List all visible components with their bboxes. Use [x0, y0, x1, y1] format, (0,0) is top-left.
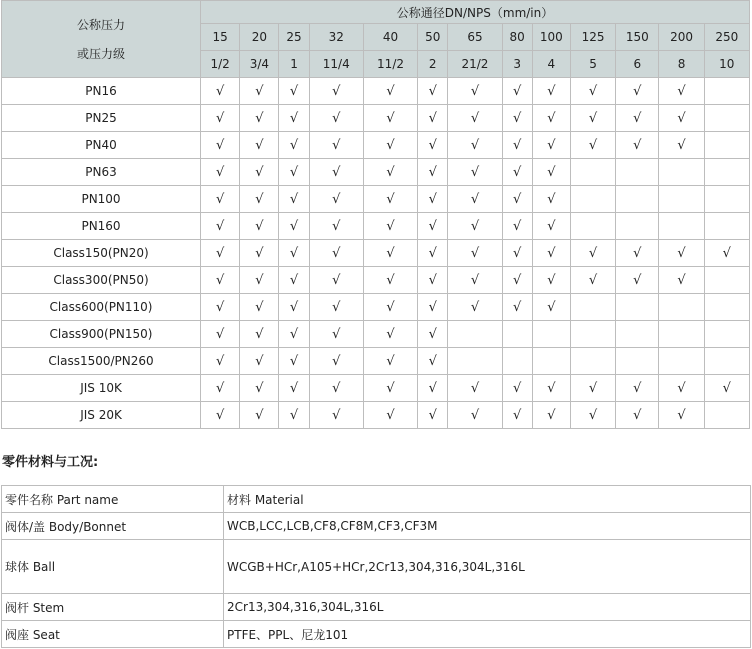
availability-cell [704, 105, 749, 132]
availability-cell: √ [418, 240, 448, 267]
availability-cell: √ [363, 213, 417, 240]
availability-cell [570, 159, 615, 186]
availability-cell: √ [201, 78, 240, 105]
availability-cell [704, 267, 749, 294]
availability-cell [616, 348, 659, 375]
availability-cell: √ [201, 105, 240, 132]
table-row [2, 159, 750, 186]
pressure-class-label: Class900(PN150) [2, 321, 201, 348]
availability-cell: √ [309, 402, 363, 429]
table-row [2, 186, 750, 213]
availability-cell [570, 348, 615, 375]
availability-cell: √ [448, 159, 502, 186]
table-row [2, 321, 750, 348]
table-row [2, 105, 750, 132]
pressure-class-label: PN100 [2, 186, 201, 213]
pressure-class-label: PN63 [2, 159, 201, 186]
availability-cell [570, 321, 615, 348]
availability-cell: √ [704, 240, 749, 267]
availability-cell: √ [279, 78, 309, 105]
availability-cell: √ [502, 132, 532, 159]
nps-header-cell: 6 [616, 51, 659, 78]
availability-cell: √ [240, 240, 279, 267]
nps-header-cell: 10 [704, 51, 749, 78]
availability-cell [704, 402, 749, 429]
availability-cell: √ [418, 402, 448, 429]
availability-cell [616, 159, 659, 186]
availability-cell [659, 348, 704, 375]
availability-cell: √ [448, 402, 502, 429]
table-row [2, 486, 751, 513]
availability-cell: √ [201, 132, 240, 159]
availability-cell [659, 294, 704, 321]
corner-label-line1: 公称压力 [77, 18, 126, 32]
availability-cell: √ [418, 294, 448, 321]
dn-header-cell: 50 [418, 24, 448, 51]
availability-cell: √ [201, 186, 240, 213]
nps-header-cell: 1/2 [201, 51, 240, 78]
availability-cell [532, 321, 570, 348]
dn-header-cell: 65 [448, 24, 502, 51]
availability-cell: √ [418, 78, 448, 105]
availability-cell: √ [659, 375, 704, 402]
availability-cell: √ [532, 159, 570, 186]
availability-cell [659, 321, 704, 348]
availability-cell: √ [363, 240, 417, 267]
availability-cell: √ [279, 402, 309, 429]
nps-header-cell: 3 [502, 51, 532, 78]
availability-cell: √ [532, 240, 570, 267]
pressure-rating-table [1, 0, 750, 429]
availability-cell: √ [201, 321, 240, 348]
availability-cell [616, 213, 659, 240]
availability-cell: √ [704, 375, 749, 402]
part-name-cell: 阀座 Seat [2, 621, 224, 648]
table-row [2, 375, 750, 402]
pressure-class-label: PN16 [2, 78, 201, 105]
dn-header-cell: 15 [201, 24, 240, 51]
availability-cell: √ [616, 375, 659, 402]
availability-cell: √ [418, 267, 448, 294]
corner-header [2, 1, 201, 78]
availability-cell: √ [279, 105, 309, 132]
availability-cell: √ [279, 213, 309, 240]
table-row [2, 621, 751, 648]
availability-cell: √ [448, 78, 502, 105]
availability-cell: √ [502, 267, 532, 294]
availability-cell: √ [448, 105, 502, 132]
availability-cell: √ [532, 402, 570, 429]
availability-cell: √ [363, 159, 417, 186]
dn-header-cell: 125 [570, 24, 615, 51]
table-row [2, 348, 750, 375]
dn-header-cell: 80 [502, 24, 532, 51]
availability-cell: √ [448, 375, 502, 402]
availability-cell: √ [570, 78, 615, 105]
availability-cell [502, 321, 532, 348]
availability-cell: √ [502, 294, 532, 321]
availability-cell: √ [570, 240, 615, 267]
availability-cell: √ [240, 159, 279, 186]
material-cell: WCGB+HCr,A105+HCr,2Cr13,304,316,304L,316L [224, 540, 751, 594]
nps-header-cell: 21/2 [448, 51, 502, 78]
availability-cell: √ [502, 186, 532, 213]
availability-cell: √ [309, 267, 363, 294]
availability-cell [570, 186, 615, 213]
availability-cell: √ [532, 132, 570, 159]
pressure-class-label: JIS 10K [2, 375, 201, 402]
dn-header-cell: 100 [532, 24, 570, 51]
availability-cell [704, 348, 749, 375]
availability-cell: √ [659, 105, 704, 132]
availability-cell: √ [363, 105, 417, 132]
section-title: 零件材料与工况: [2, 455, 99, 470]
availability-cell: √ [616, 78, 659, 105]
availability-cell: √ [418, 159, 448, 186]
nps-header-cell: 8 [659, 51, 704, 78]
pressure-class-label: PN160 [2, 213, 201, 240]
availability-cell: √ [363, 267, 417, 294]
nps-header-cell: 4 [532, 51, 570, 78]
availability-cell: √ [659, 132, 704, 159]
dn-header-cell: 25 [279, 24, 309, 51]
materials-table [1, 485, 751, 648]
availability-cell: √ [448, 240, 502, 267]
availability-cell: √ [418, 186, 448, 213]
availability-cell: √ [532, 267, 570, 294]
material-cell: WCB,LCC,LCB,CF8,CF8M,CF3,CF3M [224, 513, 751, 540]
availability-cell: √ [279, 240, 309, 267]
dn-header-cell: 40 [363, 24, 417, 51]
pressure-class-label: Class300(PN50) [2, 267, 201, 294]
availability-cell [616, 321, 659, 348]
availability-cell [704, 213, 749, 240]
availability-cell: √ [309, 348, 363, 375]
availability-cell: √ [570, 267, 615, 294]
availability-cell [616, 186, 659, 213]
availability-cell [704, 321, 749, 348]
availability-cell: √ [363, 186, 417, 213]
availability-cell [570, 213, 615, 240]
material-cell: PTFE、PPL、尼龙101 [224, 621, 751, 648]
availability-cell [704, 186, 749, 213]
availability-cell: √ [201, 159, 240, 186]
availability-cell: √ [448, 186, 502, 213]
availability-cell: √ [363, 294, 417, 321]
nps-header-cell: 11/2 [363, 51, 417, 78]
availability-cell: √ [532, 105, 570, 132]
availability-cell: √ [570, 105, 615, 132]
pressure-class-label: Class150(PN20) [2, 240, 201, 267]
availability-cell: √ [201, 213, 240, 240]
availability-cell: √ [240, 375, 279, 402]
nps-header-cell: 1 [279, 51, 309, 78]
availability-cell: √ [363, 132, 417, 159]
pressure-class-label: Class600(PN110) [2, 294, 201, 321]
availability-cell [616, 294, 659, 321]
availability-cell: √ [502, 402, 532, 429]
availability-cell: √ [309, 159, 363, 186]
pressure-class-label: PN40 [2, 132, 201, 159]
availability-cell: √ [448, 132, 502, 159]
availability-cell: √ [448, 213, 502, 240]
availability-cell: √ [309, 240, 363, 267]
availability-cell: √ [201, 240, 240, 267]
availability-cell: √ [532, 186, 570, 213]
table-row [2, 402, 750, 429]
availability-cell: √ [532, 213, 570, 240]
availability-cell [659, 159, 704, 186]
availability-cell: √ [240, 321, 279, 348]
availability-cell: √ [279, 132, 309, 159]
part-name-cell: 零件名称 Part name [2, 486, 224, 513]
nps-header-cell: 2 [418, 51, 448, 78]
availability-cell: √ [240, 294, 279, 321]
availability-cell: √ [418, 132, 448, 159]
corner-label-line2: 或压力级 [77, 47, 126, 61]
availability-cell: √ [418, 375, 448, 402]
availability-cell: √ [532, 294, 570, 321]
availability-cell: √ [502, 78, 532, 105]
availability-cell: √ [570, 402, 615, 429]
availability-cell: √ [309, 213, 363, 240]
availability-cell: √ [616, 105, 659, 132]
availability-cell: √ [363, 321, 417, 348]
table-row [2, 78, 750, 105]
part-name-cell: 阀杆 Stem [2, 594, 224, 621]
dn-header-cell: 250 [704, 24, 749, 51]
table-row [2, 213, 750, 240]
availability-cell: √ [201, 294, 240, 321]
availability-cell: √ [240, 132, 279, 159]
material-cell: 材料 Material [224, 486, 751, 513]
availability-cell: √ [418, 348, 448, 375]
availability-cell [448, 348, 502, 375]
availability-cell: √ [201, 348, 240, 375]
availability-cell: √ [201, 402, 240, 429]
availability-cell: √ [502, 213, 532, 240]
availability-cell: √ [502, 159, 532, 186]
availability-cell: √ [363, 375, 417, 402]
availability-cell: √ [363, 402, 417, 429]
availability-cell: √ [309, 78, 363, 105]
availability-cell: √ [240, 186, 279, 213]
availability-cell: √ [240, 213, 279, 240]
availability-cell: √ [616, 240, 659, 267]
availability-cell: √ [570, 132, 615, 159]
availability-cell: √ [659, 78, 704, 105]
dn-header-cell: 20 [240, 24, 279, 51]
availability-cell: √ [418, 105, 448, 132]
table-row [2, 594, 751, 621]
dn-header-cell: 150 [616, 24, 659, 51]
availability-cell: √ [309, 105, 363, 132]
availability-cell: √ [659, 240, 704, 267]
availability-cell: √ [279, 348, 309, 375]
availability-cell: √ [309, 294, 363, 321]
pressure-class-label: PN25 [2, 105, 201, 132]
availability-cell [570, 294, 615, 321]
availability-cell [448, 321, 502, 348]
availability-cell: √ [309, 375, 363, 402]
availability-cell: √ [279, 159, 309, 186]
table-row [2, 267, 750, 294]
availability-cell: √ [502, 240, 532, 267]
availability-cell: √ [279, 375, 309, 402]
availability-cell [704, 294, 749, 321]
availability-cell: √ [279, 321, 309, 348]
availability-cell: √ [279, 294, 309, 321]
availability-cell: √ [240, 105, 279, 132]
pressure-class-label: Class1500/PN260 [2, 348, 201, 375]
availability-cell: √ [240, 267, 279, 294]
dn-header-cell: 200 [659, 24, 704, 51]
availability-cell [704, 78, 749, 105]
table-row [2, 240, 750, 267]
availability-cell [659, 213, 704, 240]
availability-cell [704, 132, 749, 159]
availability-cell: √ [532, 78, 570, 105]
availability-cell: √ [309, 132, 363, 159]
availability-cell: √ [448, 294, 502, 321]
availability-cell: √ [502, 105, 532, 132]
part-name-cell: 阀体/盖 Body/Bonnet [2, 513, 224, 540]
nps-header-cell: 3/4 [240, 51, 279, 78]
availability-cell: √ [659, 402, 704, 429]
availability-cell: √ [309, 321, 363, 348]
availability-cell: √ [201, 267, 240, 294]
availability-cell [502, 348, 532, 375]
size-group-header: 公称通径DN/NPS（mm/in） [201, 1, 750, 24]
availability-cell: √ [502, 375, 532, 402]
material-cell: 2Cr13,304,316,304L,316L [224, 594, 751, 621]
availability-cell: √ [616, 267, 659, 294]
availability-cell: √ [418, 321, 448, 348]
pressure-class-label: JIS 20K [2, 402, 201, 429]
availability-cell: √ [659, 267, 704, 294]
availability-cell [532, 348, 570, 375]
table-row [2, 294, 750, 321]
nps-header-cell: 11/4 [309, 51, 363, 78]
availability-cell: √ [363, 78, 417, 105]
availability-cell [704, 159, 749, 186]
table-row [2, 132, 750, 159]
availability-cell: √ [279, 186, 309, 213]
availability-cell: √ [279, 267, 309, 294]
availability-cell: √ [418, 213, 448, 240]
availability-cell: √ [240, 78, 279, 105]
table-row [2, 513, 751, 540]
availability-cell: √ [448, 267, 502, 294]
availability-cell: √ [240, 402, 279, 429]
table-row [2, 540, 751, 594]
availability-cell [659, 186, 704, 213]
nps-header-cell: 5 [570, 51, 615, 78]
availability-cell: √ [616, 402, 659, 429]
availability-cell: √ [309, 186, 363, 213]
availability-cell: √ [532, 375, 570, 402]
part-name-cell: 球体 Ball [2, 540, 224, 594]
availability-cell: √ [570, 375, 615, 402]
availability-cell: √ [201, 375, 240, 402]
availability-cell: √ [240, 348, 279, 375]
availability-cell: √ [616, 132, 659, 159]
availability-cell: √ [363, 348, 417, 375]
dn-header-cell: 32 [309, 24, 363, 51]
